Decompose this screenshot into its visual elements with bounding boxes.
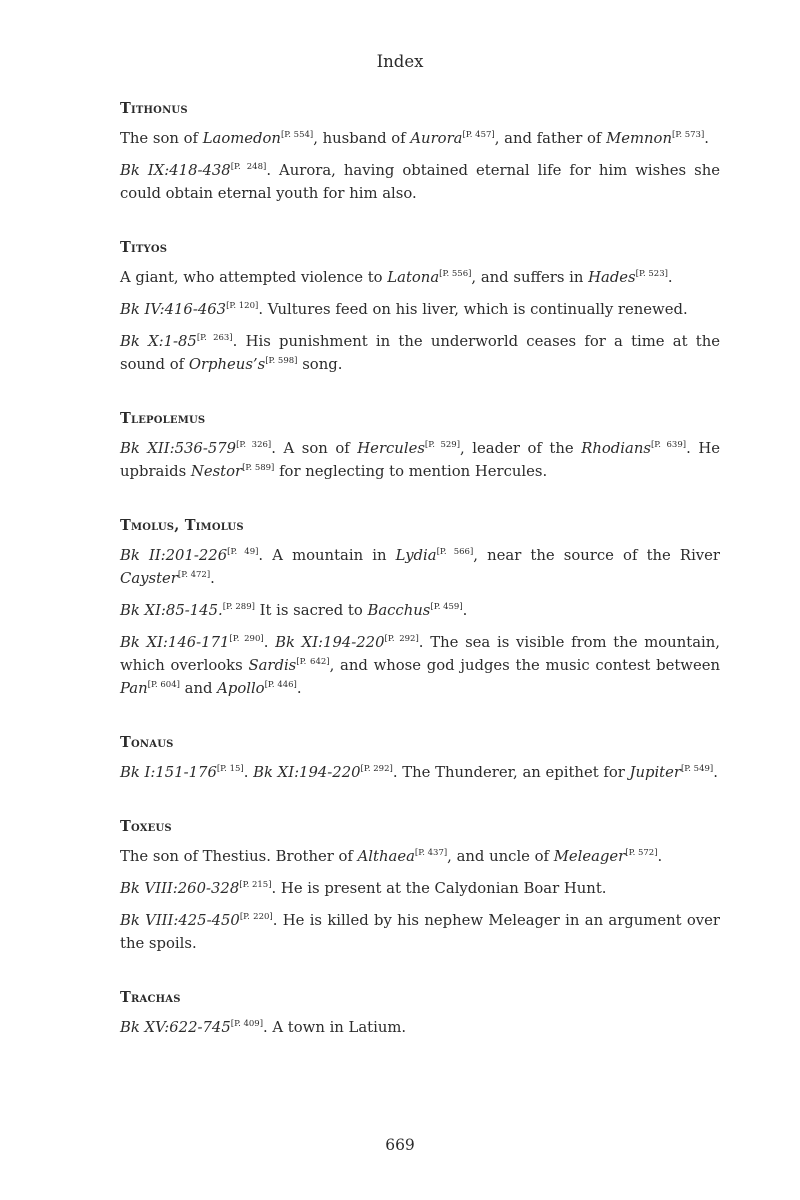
page-reference[interactable]: [P. 409] xyxy=(230,1019,264,1030)
entry-text: , near the source of the River xyxy=(473,547,720,564)
entry-term: Tonaus xyxy=(120,734,174,751)
cross-reference-link[interactable]: Bk XII:536-579 xyxy=(120,440,237,457)
index-entry xyxy=(120,989,720,1039)
index-entry xyxy=(120,818,720,955)
entry-text: . xyxy=(243,764,254,781)
cross-reference-link[interactable]: Latona xyxy=(387,269,440,286)
page-reference[interactable]: [P. 326] xyxy=(236,440,272,451)
page-reference[interactable]: [P. 639] xyxy=(650,440,687,451)
index-entry xyxy=(120,517,720,700)
index-entry xyxy=(120,239,720,376)
entry-paragraph xyxy=(120,266,720,289)
page-reference[interactable]: [P. 572] xyxy=(625,848,658,859)
page-reference[interactable]: [P. 248] xyxy=(230,162,267,173)
cross-reference-link[interactable]: Hades xyxy=(588,269,636,286)
entry-text: for neglecting to mention Hercules. xyxy=(274,463,548,480)
entry-paragraph xyxy=(120,159,720,205)
cross-reference-link[interactable]: Bk XI:85-145. xyxy=(120,602,223,619)
entry-term: Trachas xyxy=(120,989,181,1006)
entry-paragraph xyxy=(120,1016,720,1039)
cross-reference-link[interactable]: Bk I:151-176 xyxy=(120,764,217,781)
entry-text: . A town in Latium. xyxy=(263,1019,407,1036)
entry-text: The son of Thestius. Brother of xyxy=(120,848,358,865)
page-reference[interactable]: [P. 523] xyxy=(635,269,668,280)
entry-paragraph xyxy=(120,127,720,150)
page-reference[interactable]: [P. 566] xyxy=(436,547,474,558)
entry-text: . Vultures feed on his liver, which is continually renewed. xyxy=(258,301,688,318)
entry-text: , and father of xyxy=(494,130,607,147)
cross-reference-link[interactable]: Nestor xyxy=(190,463,243,480)
page-reference[interactable]: [P. 472] xyxy=(177,570,211,581)
page-number: 669 xyxy=(385,1136,415,1154)
entry-text: . The sea is visible from the mountain, which overlooks xyxy=(120,634,720,674)
cross-reference-link[interactable]: Apollo xyxy=(217,680,265,697)
index-entry xyxy=(120,410,720,483)
page-reference[interactable]: [P. 49] xyxy=(227,547,259,558)
entry-text: , and uncle of xyxy=(447,848,554,865)
page-reference[interactable]: [P. 573] xyxy=(672,130,705,141)
entry-text: . A son of xyxy=(271,440,358,457)
cross-reference-link[interactable]: Bk XV:622-745 xyxy=(120,1019,231,1036)
page-reference[interactable]: [P. 604] xyxy=(147,680,180,691)
page-reference[interactable]: [P. 263] xyxy=(196,333,233,344)
entry-term: Tmolus, Timolus xyxy=(120,517,244,534)
entry-text: and xyxy=(179,680,218,697)
cross-reference-link[interactable]: Bk IX:418-438 xyxy=(120,162,231,179)
page-reference[interactable]: [P. 290] xyxy=(229,634,264,645)
page-reference[interactable]: [P. 554] xyxy=(280,130,314,141)
cross-reference-link[interactable]: Lydia xyxy=(395,547,437,564)
page-reference[interactable]: [P. 642] xyxy=(296,657,330,668)
cross-reference-link[interactable]: Orpheus’s xyxy=(188,356,266,373)
entry-paragraph xyxy=(120,877,720,900)
entry-text: . xyxy=(210,570,215,587)
entry-text: . xyxy=(462,602,468,619)
index-entries xyxy=(120,100,720,1073)
cross-reference-link[interactable]: Althaea xyxy=(357,848,415,865)
entry-text: A giant, who attempted violence to xyxy=(120,269,388,286)
page-reference[interactable]: [P. 589] xyxy=(242,463,275,474)
entry-text: , and suffers in xyxy=(471,269,589,286)
page-reference[interactable]: [P. 598] xyxy=(265,356,298,367)
entry-paragraph xyxy=(120,761,720,784)
entry-text: , leader of the xyxy=(460,440,582,457)
cross-reference-link[interactable]: Bk XI:146-171 xyxy=(120,634,230,651)
entry-text: . xyxy=(296,680,302,697)
entry-term: Toxeus xyxy=(120,818,172,835)
entry-text: . He is present at the Calydonian Boar Hunt. xyxy=(271,880,607,897)
entry-text: . xyxy=(704,130,709,147)
page-reference[interactable]: [P. 457] xyxy=(462,130,495,141)
page-reference[interactable]: [P. 549] xyxy=(680,764,714,775)
entry-paragraph xyxy=(120,845,720,868)
entry-text: . He is killed by his nephew Meleager in an argument over the spoils. xyxy=(120,912,720,952)
entry-term: Tityos xyxy=(120,239,168,256)
index-entry xyxy=(120,100,720,205)
cross-reference-link[interactable]: Bk VIII:425-450 xyxy=(120,912,240,929)
page-reference[interactable]: [P. 292] xyxy=(360,764,393,775)
entry-paragraph xyxy=(120,544,720,590)
entry-text: . xyxy=(713,764,718,781)
entry-text: . xyxy=(263,634,276,651)
entry-paragraph xyxy=(120,437,720,483)
cross-reference-link[interactable]: Cayster xyxy=(120,570,178,587)
entry-text: . The Thunderer, an epithet for xyxy=(392,764,630,781)
cross-reference-link[interactable]: Hercules xyxy=(357,440,425,457)
entry-term: Tithonus xyxy=(120,100,188,117)
running-header: Index xyxy=(376,52,424,71)
entry-text: . Aurora, having obtained eternal life for him wishes she could obtain eternal youth for him also. xyxy=(120,162,721,202)
entry-text: song. xyxy=(297,356,343,373)
cross-reference-link[interactable]: Laomedon xyxy=(202,130,281,147)
entry-paragraph xyxy=(120,298,720,321)
page-reference[interactable]: [P. 292] xyxy=(384,634,419,645)
entry-term: Tlepolemus xyxy=(120,410,206,427)
cross-reference-link[interactable]: Meleager xyxy=(553,848,626,865)
page-reference[interactable]: [P. 437] xyxy=(414,848,448,859)
index-entry xyxy=(120,734,720,784)
entry-text: . xyxy=(667,269,673,286)
page-reference[interactable]: [P. 220] xyxy=(239,912,273,923)
entry-text: . A mountain in xyxy=(258,547,396,564)
cross-reference-link[interactable]: Bk II:201-226 xyxy=(120,547,228,564)
cross-reference-link[interactable]: Rhodians xyxy=(581,440,651,457)
page-reference[interactable]: [P. 120] xyxy=(226,301,259,312)
cross-reference-link[interactable]: Jupiter xyxy=(629,764,681,781)
cross-reference-link[interactable]: Bk VIII:260-328 xyxy=(120,880,240,897)
page-reference[interactable]: [P. 289] xyxy=(222,602,255,613)
entry-text: It is sacred to xyxy=(254,602,368,619)
entry-paragraph xyxy=(120,631,720,700)
page-reference[interactable]: [P. 556] xyxy=(439,269,472,280)
cross-reference-link[interactable]: Memnon xyxy=(606,130,672,147)
cross-reference-link[interactable]: Bk XI:194-220 xyxy=(253,764,361,781)
cross-reference-link[interactable]: Bk IV:416-463 xyxy=(120,301,227,318)
cross-reference-link[interactable]: Aurora xyxy=(410,130,463,147)
page-reference[interactable]: [P. 215] xyxy=(239,880,272,891)
page-reference[interactable]: [P. 15] xyxy=(216,764,244,775)
cross-reference-link[interactable]: Sardis xyxy=(248,657,297,674)
entry-text: , and whose god judges the music contest between xyxy=(329,657,720,674)
entry-text: . xyxy=(657,848,663,865)
page-reference[interactable]: [P. 446] xyxy=(264,680,297,691)
entry-text: The son of xyxy=(120,130,203,147)
entry-text: . He upbraids xyxy=(120,440,721,480)
page-reference[interactable]: [P. 529] xyxy=(424,440,461,451)
entry-paragraph xyxy=(120,330,720,376)
entry-text: . His punishment in the underworld ceases for a time at the sound of xyxy=(120,333,721,373)
cross-reference-link[interactable]: Bk X:1-85 xyxy=(120,333,197,350)
entry-paragraph xyxy=(120,909,720,955)
cross-reference-link[interactable]: Bk XI:194-220 xyxy=(275,634,385,651)
entry-paragraph xyxy=(120,599,720,622)
cross-reference-link[interactable]: Pan xyxy=(120,680,148,697)
entry-text: , husband of xyxy=(313,130,411,147)
cross-reference-link[interactable]: Bacchus xyxy=(367,602,431,619)
page-reference[interactable]: [P. 459] xyxy=(430,602,463,613)
